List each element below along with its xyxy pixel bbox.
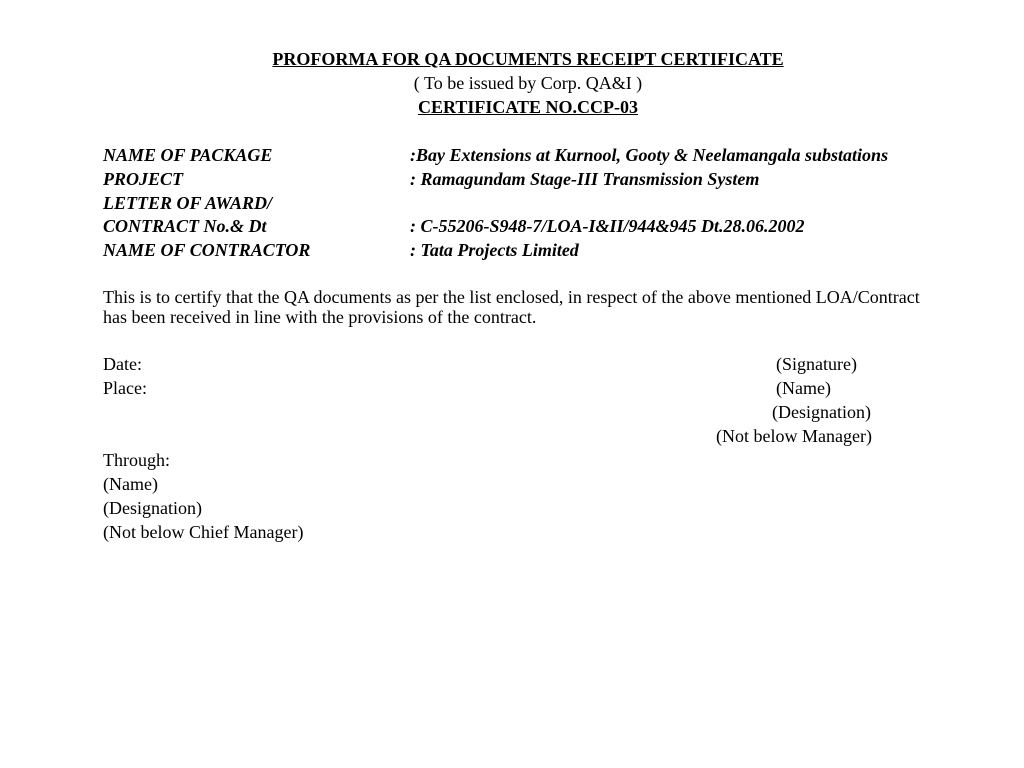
place-label: Place: [103,378,147,398]
through-designation-label: (Designation) [103,498,202,518]
not-below-chief-manager-label: (Not below Chief Manager) [103,522,304,542]
name-label: (Name) [776,378,831,398]
loa-label-line2: CONTRACT No.& Dt [103,216,267,236]
through-name-label: (Name) [103,474,158,494]
certificate-title: PROFORMA FOR QA DOCUMENTS RECEIPT CERTIFICATE [272,49,784,69]
certificate-number: CERTIFICATE NO.CCP-03 [417,97,639,117]
loa-label-line1: LETTER OF AWARD/ [103,193,273,213]
package-label: NAME OF PACKAGE [103,145,273,165]
contractor-label: NAME OF CONTRACTOR [103,240,311,260]
not-below-manager-label: (Not below Manager) [716,426,872,446]
signature-label: (Signature) [776,354,857,374]
project-label: PROJECT [103,169,184,189]
designation-label: (Designation) [772,402,871,422]
date-label: Date: [103,354,142,374]
contractor-value: : Tata Projects Limited [410,240,579,260]
certificate-subtitle: ( To be issued by Corp. QA&I ) [413,73,643,93]
project-value: : Ramagundam Stage-III Transmission System [410,169,760,189]
loa-value: : C-55206-S948-7/LOA-I&II/944&945 Dt.28.06.2002 [410,216,805,236]
through-label: Through: [103,450,170,470]
package-value: :Bay Extensions at Kurnool, Gooty & Neelamangala substations [410,145,889,165]
certification-statement: This is to certify that the QA documents as per the list enclosed, in respect of the above mentioned LOA/Contract has been received in line with the provisions of the contract. [103,287,920,327]
